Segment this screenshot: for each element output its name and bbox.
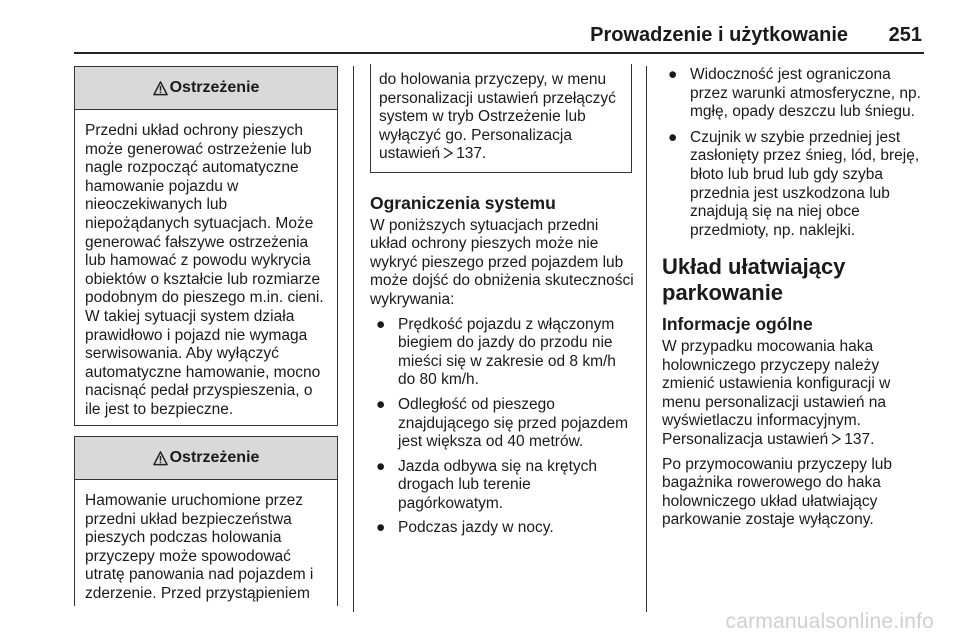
list-item: ● Widoczność jest ograniczona przez warunki atmosferyczne, np. mgłę, opady deszczu lub śniegu. [668, 66, 921, 121]
limitations-list-continued [662, 66, 926, 240]
page-reference[interactable]: 137. [844, 430, 875, 448]
paragraph: W przypadku mocowania haka holowniczego przyczepy należy zmienić ustawienia konfiguracji w menu personalizacji ustawień na wyświetlaczu informacyjnym. Personalizacja ustawień 137. [662, 337, 891, 448]
warning-header [75, 67, 337, 110]
warning-text: Przedni układ ochrony pieszych może generować ostrzeżenie lub nagle rozpocząć automatyczne hamowanie pojazdu w nieoczekiwanych lub niepożądanych sytuacjach. Może generować fałszywe ostrzeżenia lub hamować z powodu wykrycia obiektów o kształcie lub rozmiarze podobnym do pieszego m.in. cieni. W takiej sytuacji system działa prawidłowo i pojazd nie wymaga serwisowania. Aby wyłączyć automatyczne hamowanie, mocno nacisnąć pedał przyspieszenia, o ile jest to bezpieczne. [85, 122, 324, 418]
list-item: ● Czujnik w szybie przedniej jest zasłonięty przez śnieg, lód, breję, błoto lub brud lub gdy szyba przednia jest uszkodzona lub znajdują się na niej obce przedmioty, np. naklejki. [668, 128, 920, 239]
sub-heading: Informacje ogólne [662, 314, 813, 335]
bullet-icon: ● [668, 66, 678, 83]
section-heading: Ograniczenia systemu [370, 192, 556, 213]
list-item: ● Odległość od pieszego znajdującego się przed pojazdem jest większa od 40 metrów. [376, 395, 629, 451]
bullet-icon: ● [376, 315, 386, 333]
bullet-icon: ● [376, 395, 386, 413]
warning-box [74, 66, 338, 426]
reference-arrow-icon [442, 147, 454, 159]
paragraph: Po przymocowaniu przyczepy lub bagażnika rowerowego do haka holowniczego układ ułatwiający parkowanie zostaje wyłączony. [662, 455, 893, 529]
column-divider [646, 66, 647, 612]
page-title: Prowadzenie i użytkowanie [590, 24, 848, 46]
column-2 [370, 66, 636, 538]
page-reference[interactable]: 137. [456, 145, 487, 163]
chapter-heading: Układ ułatwiający parkowanie [662, 254, 846, 306]
header-rule [74, 52, 924, 54]
bullet-icon: ● [668, 128, 678, 146]
warning-header [75, 437, 337, 480]
warning-heading: Ostrzeżenie [169, 78, 260, 96]
warning-box [74, 436, 338, 606]
continuation-text: do holowania przyczepy, w menu personalizacji ustawień przełączyć system w tryb Ostrzeżenie lub wyłączyć go. Personalizacja ustawień [379, 71, 616, 163]
watermark-logo: carmanualsonline.info [725, 610, 934, 633]
bullet-icon: ● [376, 457, 386, 475]
limitations-list [370, 316, 636, 539]
page-number: 251 [888, 24, 922, 46]
list-item: ● Podczas jazdy w nocy. [376, 519, 554, 537]
reference-arrow-icon [830, 433, 842, 445]
section-intro: W poniższych sytuacjach przedni układ ochrony pieszych może nie wykryć pieszego przed pojazdem lub może dojść do obniżenia skuteczności wykrywania: [370, 216, 634, 308]
warning-triangle-icon [153, 81, 168, 96]
column-divider [353, 66, 354, 612]
warning-heading: Ostrzeżenie [169, 448, 260, 466]
list-item: ● Prędkość pojazdu z włączonym biegiem do jazdy do przodu nie mieści się w zakresie od 8 km/h do 80 km/h. [376, 315, 616, 389]
list-item: ● Jazda odbywa się na krętych drogach lub terenie pagórkowatym. [376, 457, 598, 512]
warning-text: Hamowanie uruchomione przez przedni układ bezpieczeństwa pieszych podczas holowania przyczepy może spowodować utratę panowania nad pojazdem i zderzenie. Przed przystąpieniem [85, 492, 314, 602]
page-header [0, 0, 960, 50]
column-3 [662, 66, 926, 530]
warning-triangle-icon [153, 451, 168, 466]
bullet-icon: ● [376, 519, 386, 537]
warning-continuation-box [370, 64, 632, 173]
column-1 [74, 66, 338, 606]
